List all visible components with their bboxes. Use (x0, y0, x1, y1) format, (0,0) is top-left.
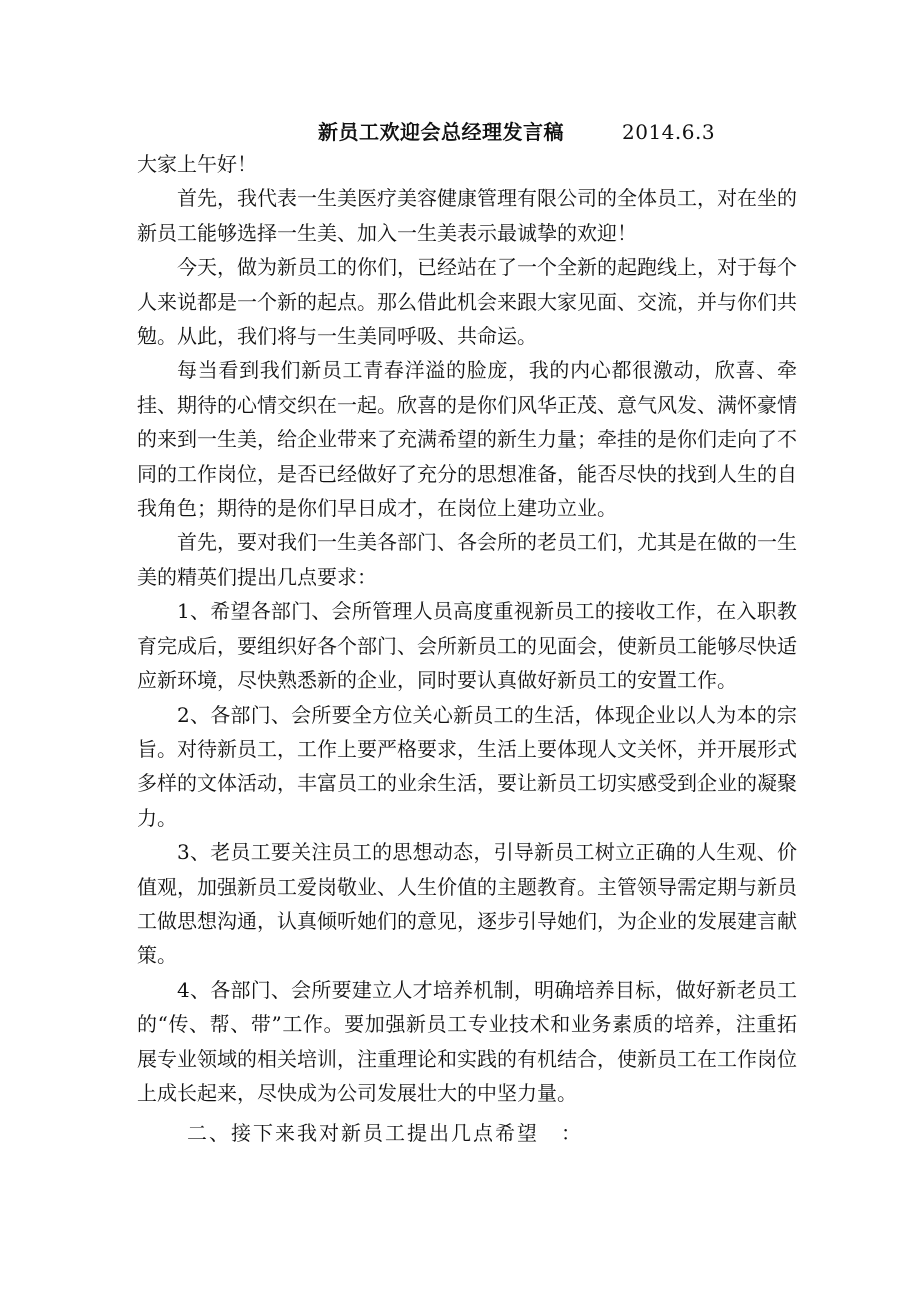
paragraph-4: 首先，要对我们一生美各部门、各会所的老员工们，尤其是在做的一生美的精英们提出几点要求： (137, 530, 797, 589)
requirement-3: 3、老员工要关注员工的思想动态，引导新员工树立正确的人生观、价值观，加强新员工爱岗敬业、人生价值的主题教育。主管领导需定期与新员工做思想沟通，认真倾听她们的意见，逐步引导她们，为企业的发展建言献策。 (137, 840, 797, 968)
requirement-1: 1、希望各部门、会所管理人员高度重视新员工的接收工作，在入职教育完成后，要组织好各个部门、会所新员工的见面会，使新员工能够尽快适应新环境，尽快熟悉新的企业，同时要认真做好新员工的安置工作。 (137, 599, 797, 693)
document-title: 新员工欢迎会总经理发言稿 (318, 120, 564, 144)
requirement-4: 4、各部门、会所要建立人才培养机制，明确培养目标，做好新老员工的“传、帮、带”工作。要加强新员工专业技术和业务素质的培养，注重拓展专业领域的相关培训，注重理论和实践的有机结合，使新员工在工作岗位上成长起来，尽快成为公司发展壮大的中坚力量。 (137, 977, 797, 1105)
title-line (318, 116, 715, 145)
paragraph-1: 首先，我代表一生美医疗美容健康管理有限公司的全体员工，对在坐的新员工能够选择一生美、加入一生美表示最诚挚的欢迎！ (137, 186, 797, 245)
document-body (137, 147, 797, 1151)
paragraph-2: 今天，做为新员工的你们，已经站在了一个全新的起跑线上，对于每个人来说都是一个新的起点。那么借此机会来跟大家见面、交流，并与你们共勉。从此，我们将与一生美同呼吸、共命运。 (137, 255, 797, 349)
requirement-2: 2、各部门、会所要全方位关心新员工的生活，体现企业以人为本的宗旨。对待新员工，工作上要严格要求，生活上要体现人文关怀，并开展形式多样的文体活动，丰富员工的业余生活，要让新员工切实感受到企业的凝聚力。 (137, 702, 797, 830)
closing-heading: 二、接下来我对新员工提出几点希望 ： (187, 1121, 583, 1146)
greeting: 大家上午好！ (137, 152, 257, 176)
document-date: 2014.6.3 (622, 120, 716, 144)
paragraph-3: 每当看到我们新员工青春洋溢的脸庞，我的内心都很激动，欣喜、牵挂、期待的心情交织在一起。欣喜的是你们风华正茂、意气风发、满怀豪情的来到一生美，给企业带来了充满希望的新生力量；牵挂的是你们走向了不同的工作岗位，是否已经做好了充分的思想准备，能否尽快的找到人生的自我角色；期待的是你们早日成才，在岗位上建功立业。 (137, 358, 797, 521)
